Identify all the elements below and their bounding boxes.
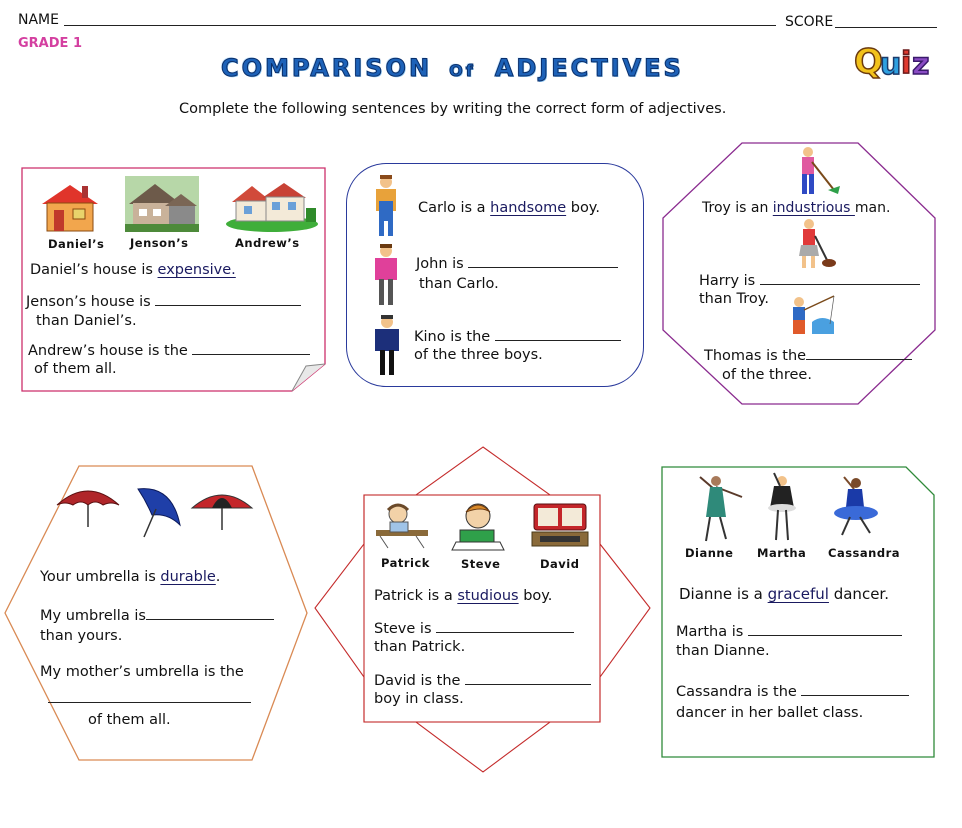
houses-sentence-2 xyxy=(26,291,301,312)
student-steve-icon xyxy=(452,500,508,552)
umbrellas-sentence-1 xyxy=(40,567,220,587)
man-fishing-icon xyxy=(790,294,836,338)
woman-vacuum-icon xyxy=(787,218,837,270)
dancers-sentence-2 xyxy=(676,621,902,642)
workers-s2-text: Harry is xyxy=(699,273,760,289)
students-sentence-2-rest: than Patrick. xyxy=(374,639,466,655)
title-word-comparison: COMPARISON xyxy=(221,54,433,82)
houses-s2-text: Jenson’s house is xyxy=(26,294,156,310)
students-sentence-3 xyxy=(374,670,591,691)
houses-sentence-3-rest: of them all. xyxy=(34,361,117,377)
boys-s1-text: Carlo is a xyxy=(418,200,491,216)
dancer-caption-martha: Martha xyxy=(757,546,807,560)
dancers-sentence-3 xyxy=(676,681,909,702)
boys-s3-blank[interactable] xyxy=(495,326,621,341)
grade-label: GRADE 1 xyxy=(18,36,82,51)
dancers-s1-suffix: dancer. xyxy=(828,585,889,603)
umbrellas-s3-blank[interactable] xyxy=(48,702,251,703)
boys-s3-text: Kino is the xyxy=(414,329,495,345)
houses-s1-adjective: expensive. xyxy=(157,262,236,278)
students-s3-text: David is the xyxy=(374,673,466,689)
umbrellas-s1-text: Your umbrella is xyxy=(40,569,161,585)
student-caption-steve: Steve xyxy=(461,557,501,571)
workers-s1-text: Troy is an xyxy=(702,200,773,216)
quiz-letter-u: u xyxy=(880,47,902,82)
students-s2-text: Steve is xyxy=(374,621,437,637)
houses-sentence-3 xyxy=(28,340,310,361)
dancers-s3-text: Cassandra is the xyxy=(676,684,802,700)
dancers-sentence-3-rest: dancer in her ballet class. xyxy=(676,705,864,721)
dancers-sentence-2-rest: than Dianne. xyxy=(676,643,770,659)
quiz-letter-i: i xyxy=(901,46,912,81)
students-s3-blank[interactable] xyxy=(465,670,591,685)
students-sentence-3-rest: boy in class. xyxy=(374,691,464,707)
page-title xyxy=(221,54,684,82)
title-word-of: Of xyxy=(449,61,476,80)
umbrellas-s2-text: My umbrella is xyxy=(40,608,146,624)
umbrellas-s1-suffix: . xyxy=(215,569,221,585)
dancers-s1-text: Dianne is a xyxy=(679,585,768,603)
dancer-caption-dianne: Dianne xyxy=(685,546,734,560)
houses-s3-text: Andrew’s house is the xyxy=(28,343,193,359)
dancers-s2-blank[interactable] xyxy=(748,621,902,636)
boy-john-icon xyxy=(372,243,400,309)
boys-sentence-2 xyxy=(416,253,618,274)
umbrellas-s2-blank[interactable] xyxy=(146,605,274,620)
workers-s2-blank[interactable] xyxy=(760,270,920,285)
dancers-s1-adjective: graceful xyxy=(767,585,829,603)
dancers-sentence-1 xyxy=(679,584,889,604)
man-raking-icon xyxy=(794,146,842,198)
boys-s2-blank[interactable] xyxy=(468,253,618,268)
students-s1-text: Patrick is a xyxy=(374,588,458,604)
quiz-logo xyxy=(852,40,942,82)
workers-s3-text: Thomas is the xyxy=(704,348,807,364)
workers-sentence-2 xyxy=(699,270,920,291)
students-s2-blank[interactable] xyxy=(436,618,574,633)
workers-s1-adjective: industrious xyxy=(772,200,855,216)
boys-sentence-3-rest: of the three boys. xyxy=(414,347,543,363)
workers-sentence-1 xyxy=(702,198,890,218)
student-patrick-icon xyxy=(374,500,430,552)
boys-s2-text: John is xyxy=(416,256,469,272)
instructions: Complete the following sentences by writing the correct form of adjectives. xyxy=(179,101,727,117)
umbrellas-s1-adjective: durable xyxy=(160,569,216,585)
dancer-cassandra-icon xyxy=(828,475,880,539)
house-caption-andrew: Andrew’s xyxy=(235,236,300,250)
medium-house-icon xyxy=(125,176,199,232)
umbrellas-sentence-3: My mother’s umbrella is the xyxy=(40,664,244,680)
dancer-dianne-icon xyxy=(696,473,748,545)
workers-s3-blank[interactable] xyxy=(806,345,912,360)
dancers-s2-text: Martha is xyxy=(676,624,748,640)
quiz-letter-z: z xyxy=(912,47,930,82)
boy-carlo-icon xyxy=(372,174,400,240)
houses-s3-blank[interactable] xyxy=(192,340,310,355)
houses-s1-text: Daniel’s house is xyxy=(30,262,158,278)
red-umbrella-icon xyxy=(55,485,121,531)
dancer-caption-cassandra: Cassandra xyxy=(828,546,901,560)
house-caption-jenson: Jenson’s xyxy=(130,236,189,250)
large-house-icon xyxy=(226,180,318,232)
students-s1-adjective: studious xyxy=(457,588,519,604)
dancer-martha-icon xyxy=(764,472,800,544)
students-box xyxy=(314,446,652,774)
umbrellas-sentence-2-rest: than yours. xyxy=(40,628,123,644)
student-caption-patrick: Patrick xyxy=(381,556,430,570)
quiz-letter-q: Q xyxy=(854,42,883,82)
houses-sentence-2-rest: than Daniel’s. xyxy=(36,313,137,329)
boys-sentence-2-rest: than Carlo. xyxy=(419,276,499,292)
house-caption-daniel: Daniel’s xyxy=(48,237,105,251)
name-field[interactable] xyxy=(64,25,776,26)
umbrellas-sentence-3-rest: of them all. xyxy=(88,712,171,728)
houses-s2-blank[interactable] xyxy=(155,291,301,306)
workers-sentence-3 xyxy=(704,345,912,366)
name-label: NAME xyxy=(18,12,59,28)
houses-sentence-1 xyxy=(30,260,236,280)
score-label: SCORE xyxy=(785,14,834,30)
workers-s1-suffix: man. xyxy=(854,200,891,216)
boys-sentence-3 xyxy=(414,326,621,347)
boys-sentence-1 xyxy=(418,198,600,218)
blue-umbrella-icon xyxy=(132,485,184,541)
student-caption-david: David xyxy=(540,557,580,571)
dancers-s3-blank[interactable] xyxy=(801,681,909,696)
students-s1-suffix: boy. xyxy=(518,588,553,604)
boys-s1-suffix: boy. xyxy=(566,200,600,216)
boy-kino-icon xyxy=(372,314,402,378)
umbrellas-sentence-2 xyxy=(40,605,274,626)
workers-sentence-2-rest: than Troy. xyxy=(699,291,769,307)
workers-sentence-3-rest: of the three. xyxy=(722,367,812,383)
striped-umbrella-icon xyxy=(190,488,254,534)
score-field[interactable] xyxy=(835,27,937,28)
title-word-adjectives: ADJECTIVES xyxy=(494,54,684,82)
boys-s1-adjective: handsome xyxy=(490,200,567,216)
student-david-icon xyxy=(530,500,590,552)
students-sentence-1 xyxy=(374,586,552,606)
students-sentence-2 xyxy=(374,618,574,639)
small-house-icon xyxy=(40,182,100,234)
